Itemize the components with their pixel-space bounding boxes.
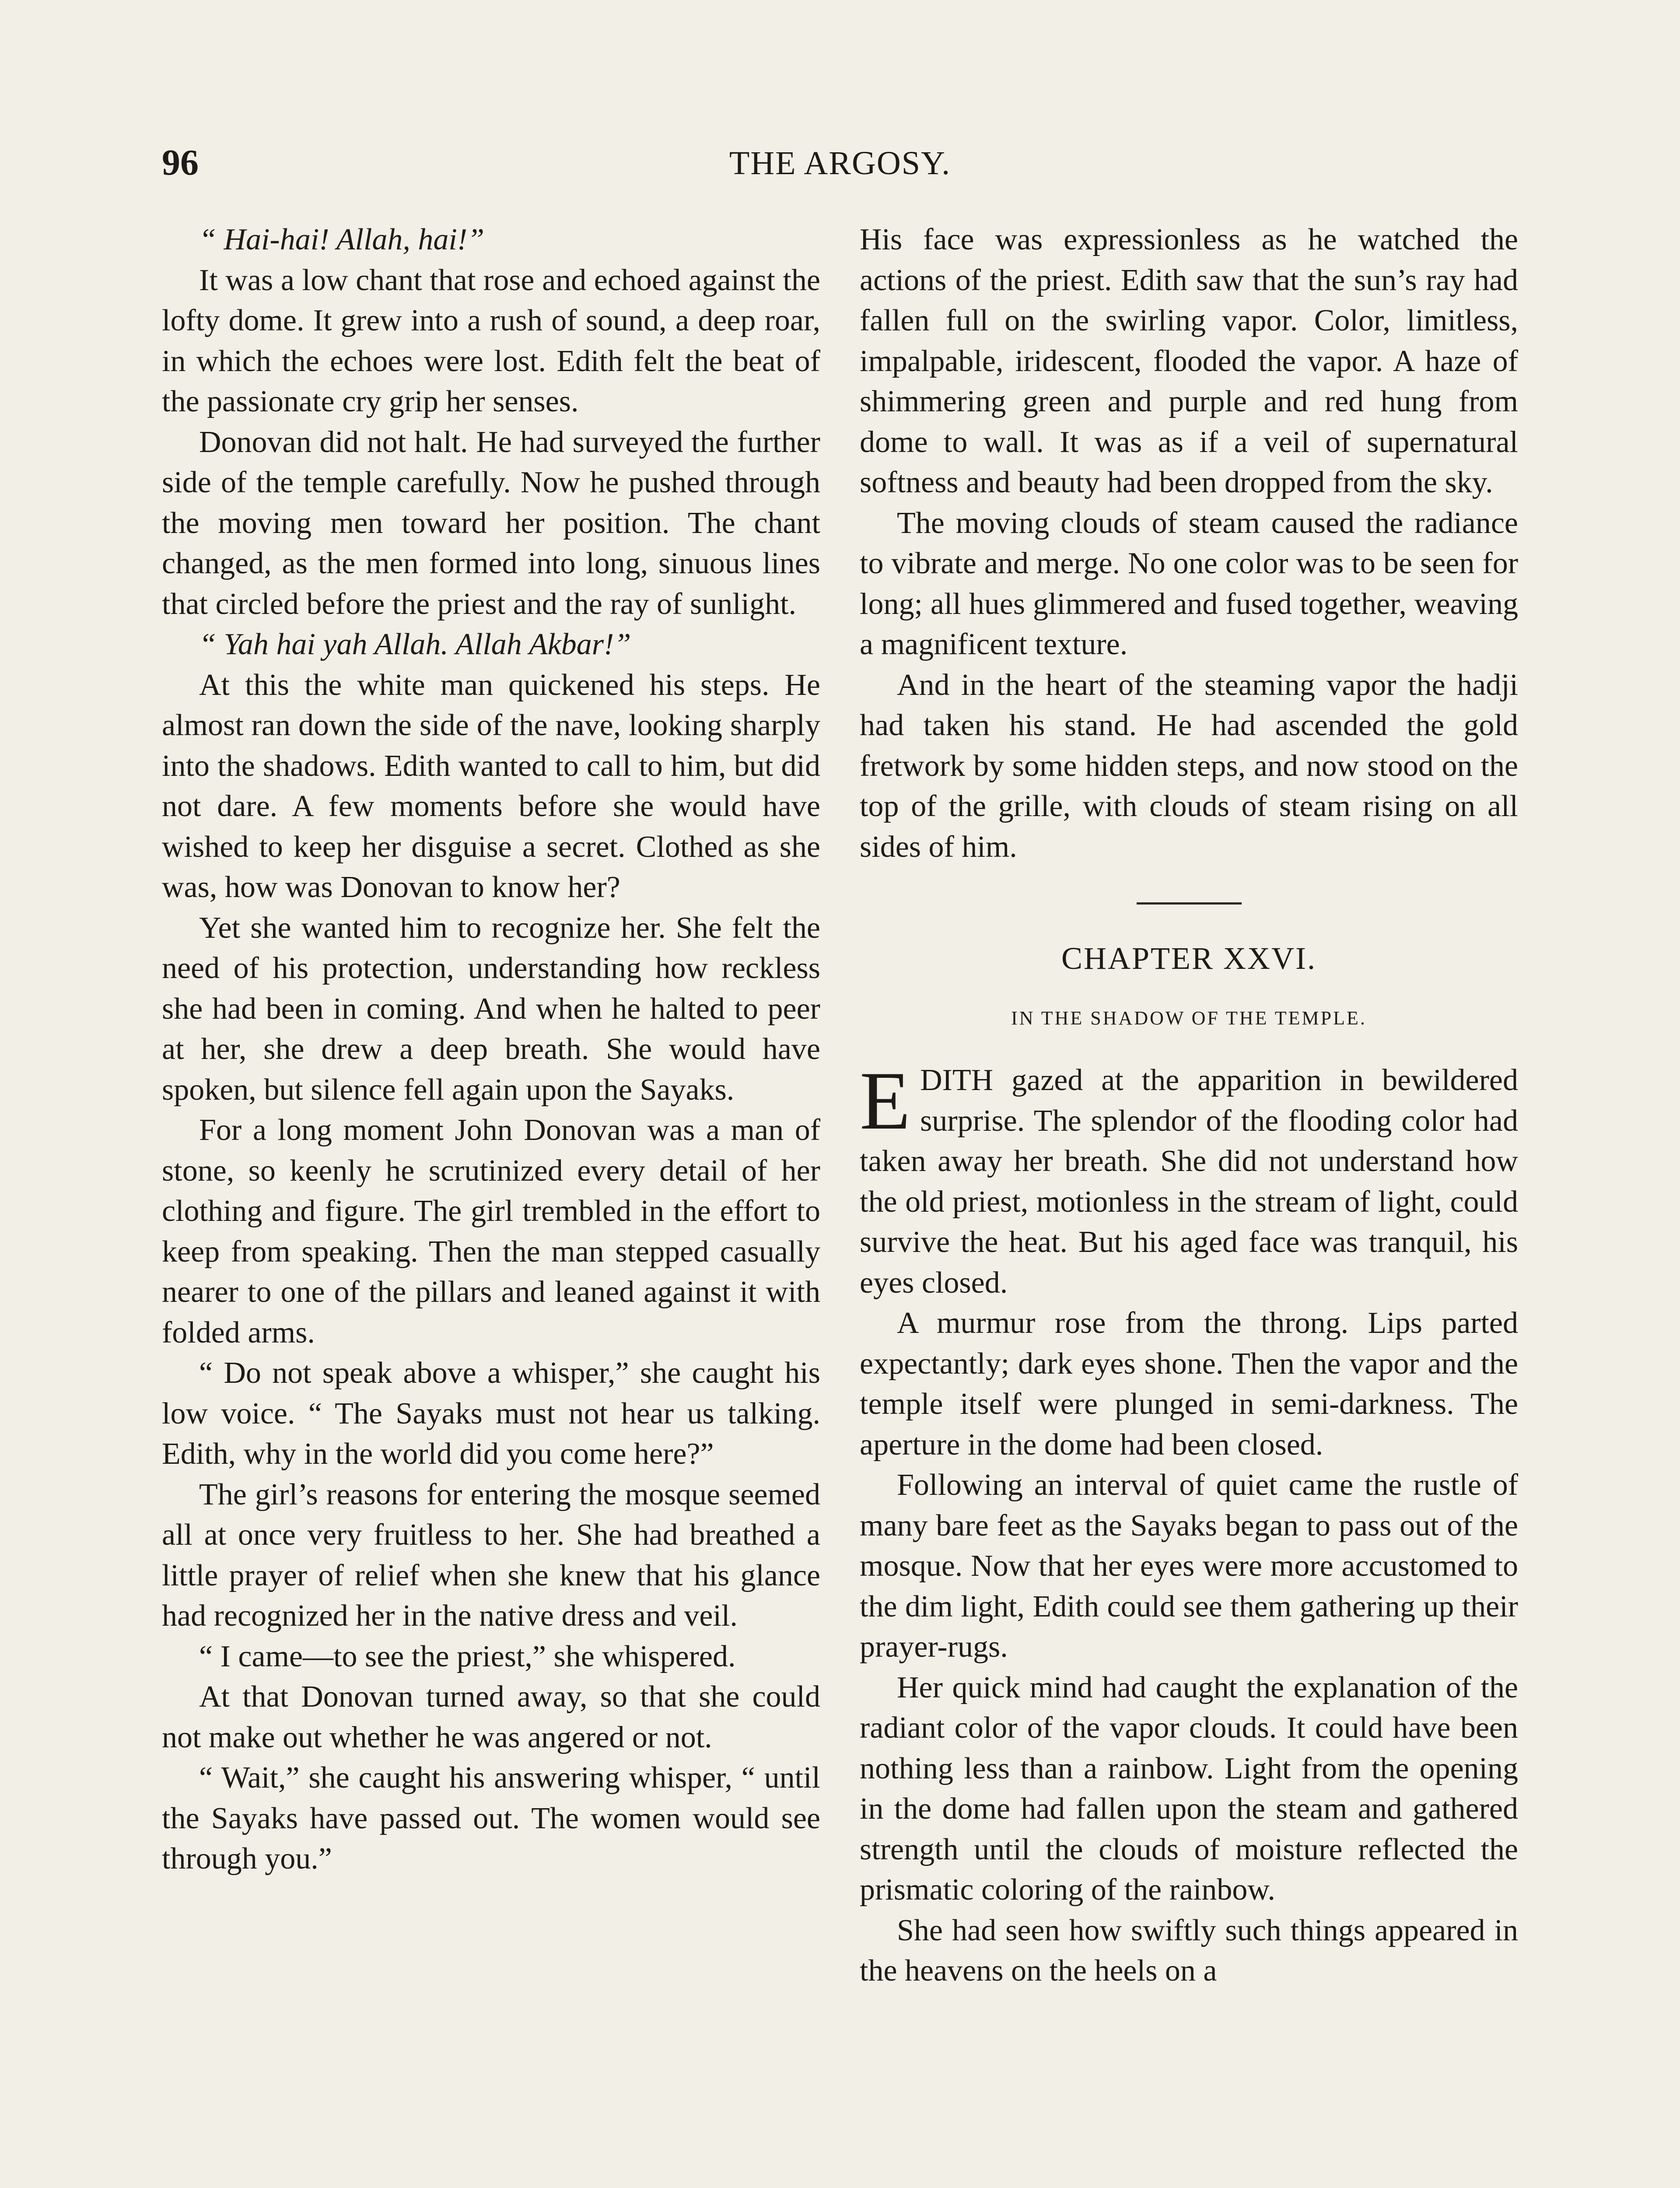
paragraph: At this the white man quickened his steps. He almost ran down the side of the nave, looking sharply into the shadows. Edith wanted to call to him, but did not dare. A few moments before she would have wished to keep her disguise a secret. Clothed as she was, how was Donovan to know her? — [162, 668, 820, 904]
page-number: 96 — [162, 142, 199, 183]
running-title: THE ARGOSY. — [729, 145, 951, 182]
paragraph: And in the heart of the steaming vapor the hadji had taken his stand. He had ascended the gold fretwork by some hidden steps, and now stood on the top of the grille, with clouds of steam rising on all sides of him. — [860, 668, 1518, 864]
paragraph: The girl’s reasons for entering the mosque seemed all at once very fruitless to her. She had breathed a little prayer of relief when she knew that his glance had recognized her in the native dress and veil. — [162, 1477, 820, 1633]
drop-cap: E — [860, 1055, 911, 1147]
paragraph: His face was expressionless as he watched the actions of the priest. Edith saw that the sun’s ray had fallen full on the swirling vapor. Color, limitless, impalpable, iridescent, flooded the vapor. A haze of shimmering green and purple and red hung from dome to wall. It was as if a veil of supernatural softness and beauty had been dropped from the sky. — [860, 223, 1518, 499]
paragraph: Her quick mind had caught the explanation of the radiant color of the vapor clouds. It could have been nothing less than a rainbow. Light from the opening in the dome had fallen upon the steam and gathered strength until the clouds of moisture reflected the prismatic coloring of the rainbow. — [860, 1670, 1518, 1907]
left-column — [162, 220, 820, 1879]
paragraph: A murmur rose from the throng. Lips parted expectantly; dark eyes shone. Then the vapor and the temple itself were plunged in semi-darkness. The aperture in the dome had been closed. — [860, 1306, 1518, 1462]
paragraph: The moving clouds of steam caused the radiance to vibrate and merge. No one color was to be seen for long; all hues glimmered and fused together, weaving a magnificent texture. — [860, 506, 1518, 661]
paragraph: Yet she wanted him to recognize her. She felt the need of his protection, understanding how reckless she had been in coming. And when he halted to peer at her, she drew a deep breath. She would have spoken, but silence fell again upon the Sayaks. — [162, 911, 820, 1107]
chapter-opening-paragraph — [860, 1055, 1518, 1303]
paragraph: “ Do not speak above a whisper,” she caught his low voice. “ The Sayaks must not hear us talking. Edith, why in the world did you come here?” — [162, 1356, 820, 1471]
paragraph: At that Donovan turned away, so that she could not make out whether he was angered or not. — [162, 1680, 820, 1754]
paragraph: It was a low chant that rose and echoed against the lofty dome. It grew into a rush of sound, a deep roar, in which the echoes were lost. Edith felt the beat of the passionate cry grip her senses. — [162, 263, 820, 418]
chapter-heading: CHAPTER XXVI. — [1061, 941, 1316, 976]
paragraph: Donovan did not halt. He had surveyed the further side of the temple carefully. Now he pushed through the moving men toward her position. The chant changed, as the men formed into long, sinuous lines that circled before the priest and the ray of sunlight. — [162, 425, 820, 621]
paragraph: Following an interval of quiet came the rustle of many bare feet as the Sayaks began to pass out of the mosque. Now that her eyes were more accustomed to the dim light, Edith could see them gathering up their prayer-rugs. — [860, 1468, 1518, 1664]
opening-text: DITH gazed at the apparition in bewildered surprise. The splendor of the flooding color had taken away her breath. She did not understand how the old priest, motionless in the stream of light, could survive the heat. But his aged face was tranquil, his eyes closed. — [860, 1063, 1518, 1300]
chant-line: “ Yah hai yah Allah. Allah Akbar!” — [199, 628, 631, 661]
paragraph: “ Wait,” she caught his answering whisper, “ until the Sayaks have passed out. The women would see through you.” — [162, 1761, 820, 1876]
paragraph: For a long moment John Donovan was a man of stone, so keenly he scrutinized every detail of her clothing and figure. The girl trembled in the effort to keep from speaking. Then the man stepped casually nearer to one of the pillars and leaned against it with folded arms. — [162, 1113, 820, 1350]
section-divider — [1137, 902, 1242, 905]
chapter-subtitle: IN THE SHADOW OF THE TEMPLE. — [1011, 1007, 1367, 1029]
chant-line: “ Hai-hai! Allah, hai!” — [199, 223, 485, 256]
paragraph: “ I came—to see the priest,” she whispered. — [199, 1639, 736, 1673]
right-column — [860, 220, 1518, 1992]
paragraph: She had seen how swiftly such things appeared in the heavens on the heels on a — [860, 1913, 1518, 1988]
